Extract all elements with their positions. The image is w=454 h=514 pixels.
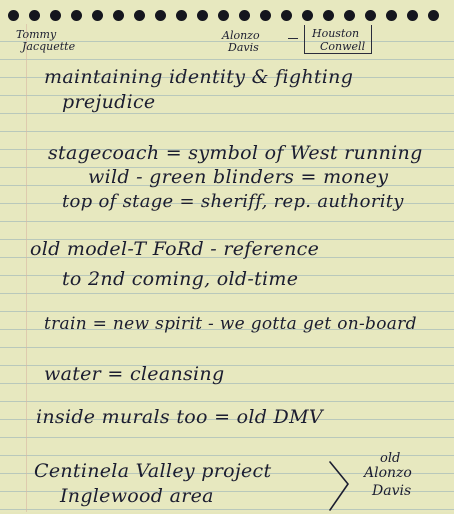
name-tommy: Tommy	[16, 28, 57, 41]
note-line-3: stagecoach = symbol of West running	[48, 142, 423, 164]
note-line-6: old model-T FoRd - reference	[30, 238, 320, 260]
note-line-9: water = cleansing	[44, 363, 225, 385]
name-alonzo: Alonzo	[222, 29, 260, 42]
name-box	[304, 25, 372, 54]
side-note-davis: Davis	[372, 483, 412, 499]
note-line-5: top of stage = sheriff, rep. authority	[62, 191, 404, 212]
header-dash	[288, 38, 298, 39]
side-note-old: old	[380, 451, 401, 466]
note-line-12: Inglewood area	[60, 485, 214, 507]
spiral-holes	[0, 0, 454, 24]
note-line-8: train = new spirit - we gotta get on-board	[44, 314, 417, 334]
note-line-11: Centinela Valley project	[34, 460, 272, 482]
margin-line	[26, 0, 27, 512]
brace-mark	[326, 458, 356, 514]
note-line-10: inside murals too = old DMV	[36, 406, 323, 428]
name-houston: Houston	[312, 27, 360, 40]
name-davis: Davis	[228, 41, 259, 54]
note-line-7: to 2nd coming, old-time	[62, 268, 299, 290]
note-line-1: maintaining identity & fighting	[44, 66, 354, 88]
note-line-4: wild - green blinders = money	[88, 166, 389, 188]
note-line-2: prejudice	[62, 91, 156, 113]
name-jacquette: Jacquette	[22, 40, 76, 53]
side-note-alonzo: Alonzo	[364, 465, 412, 481]
name-conwell: Conwell	[320, 40, 366, 53]
